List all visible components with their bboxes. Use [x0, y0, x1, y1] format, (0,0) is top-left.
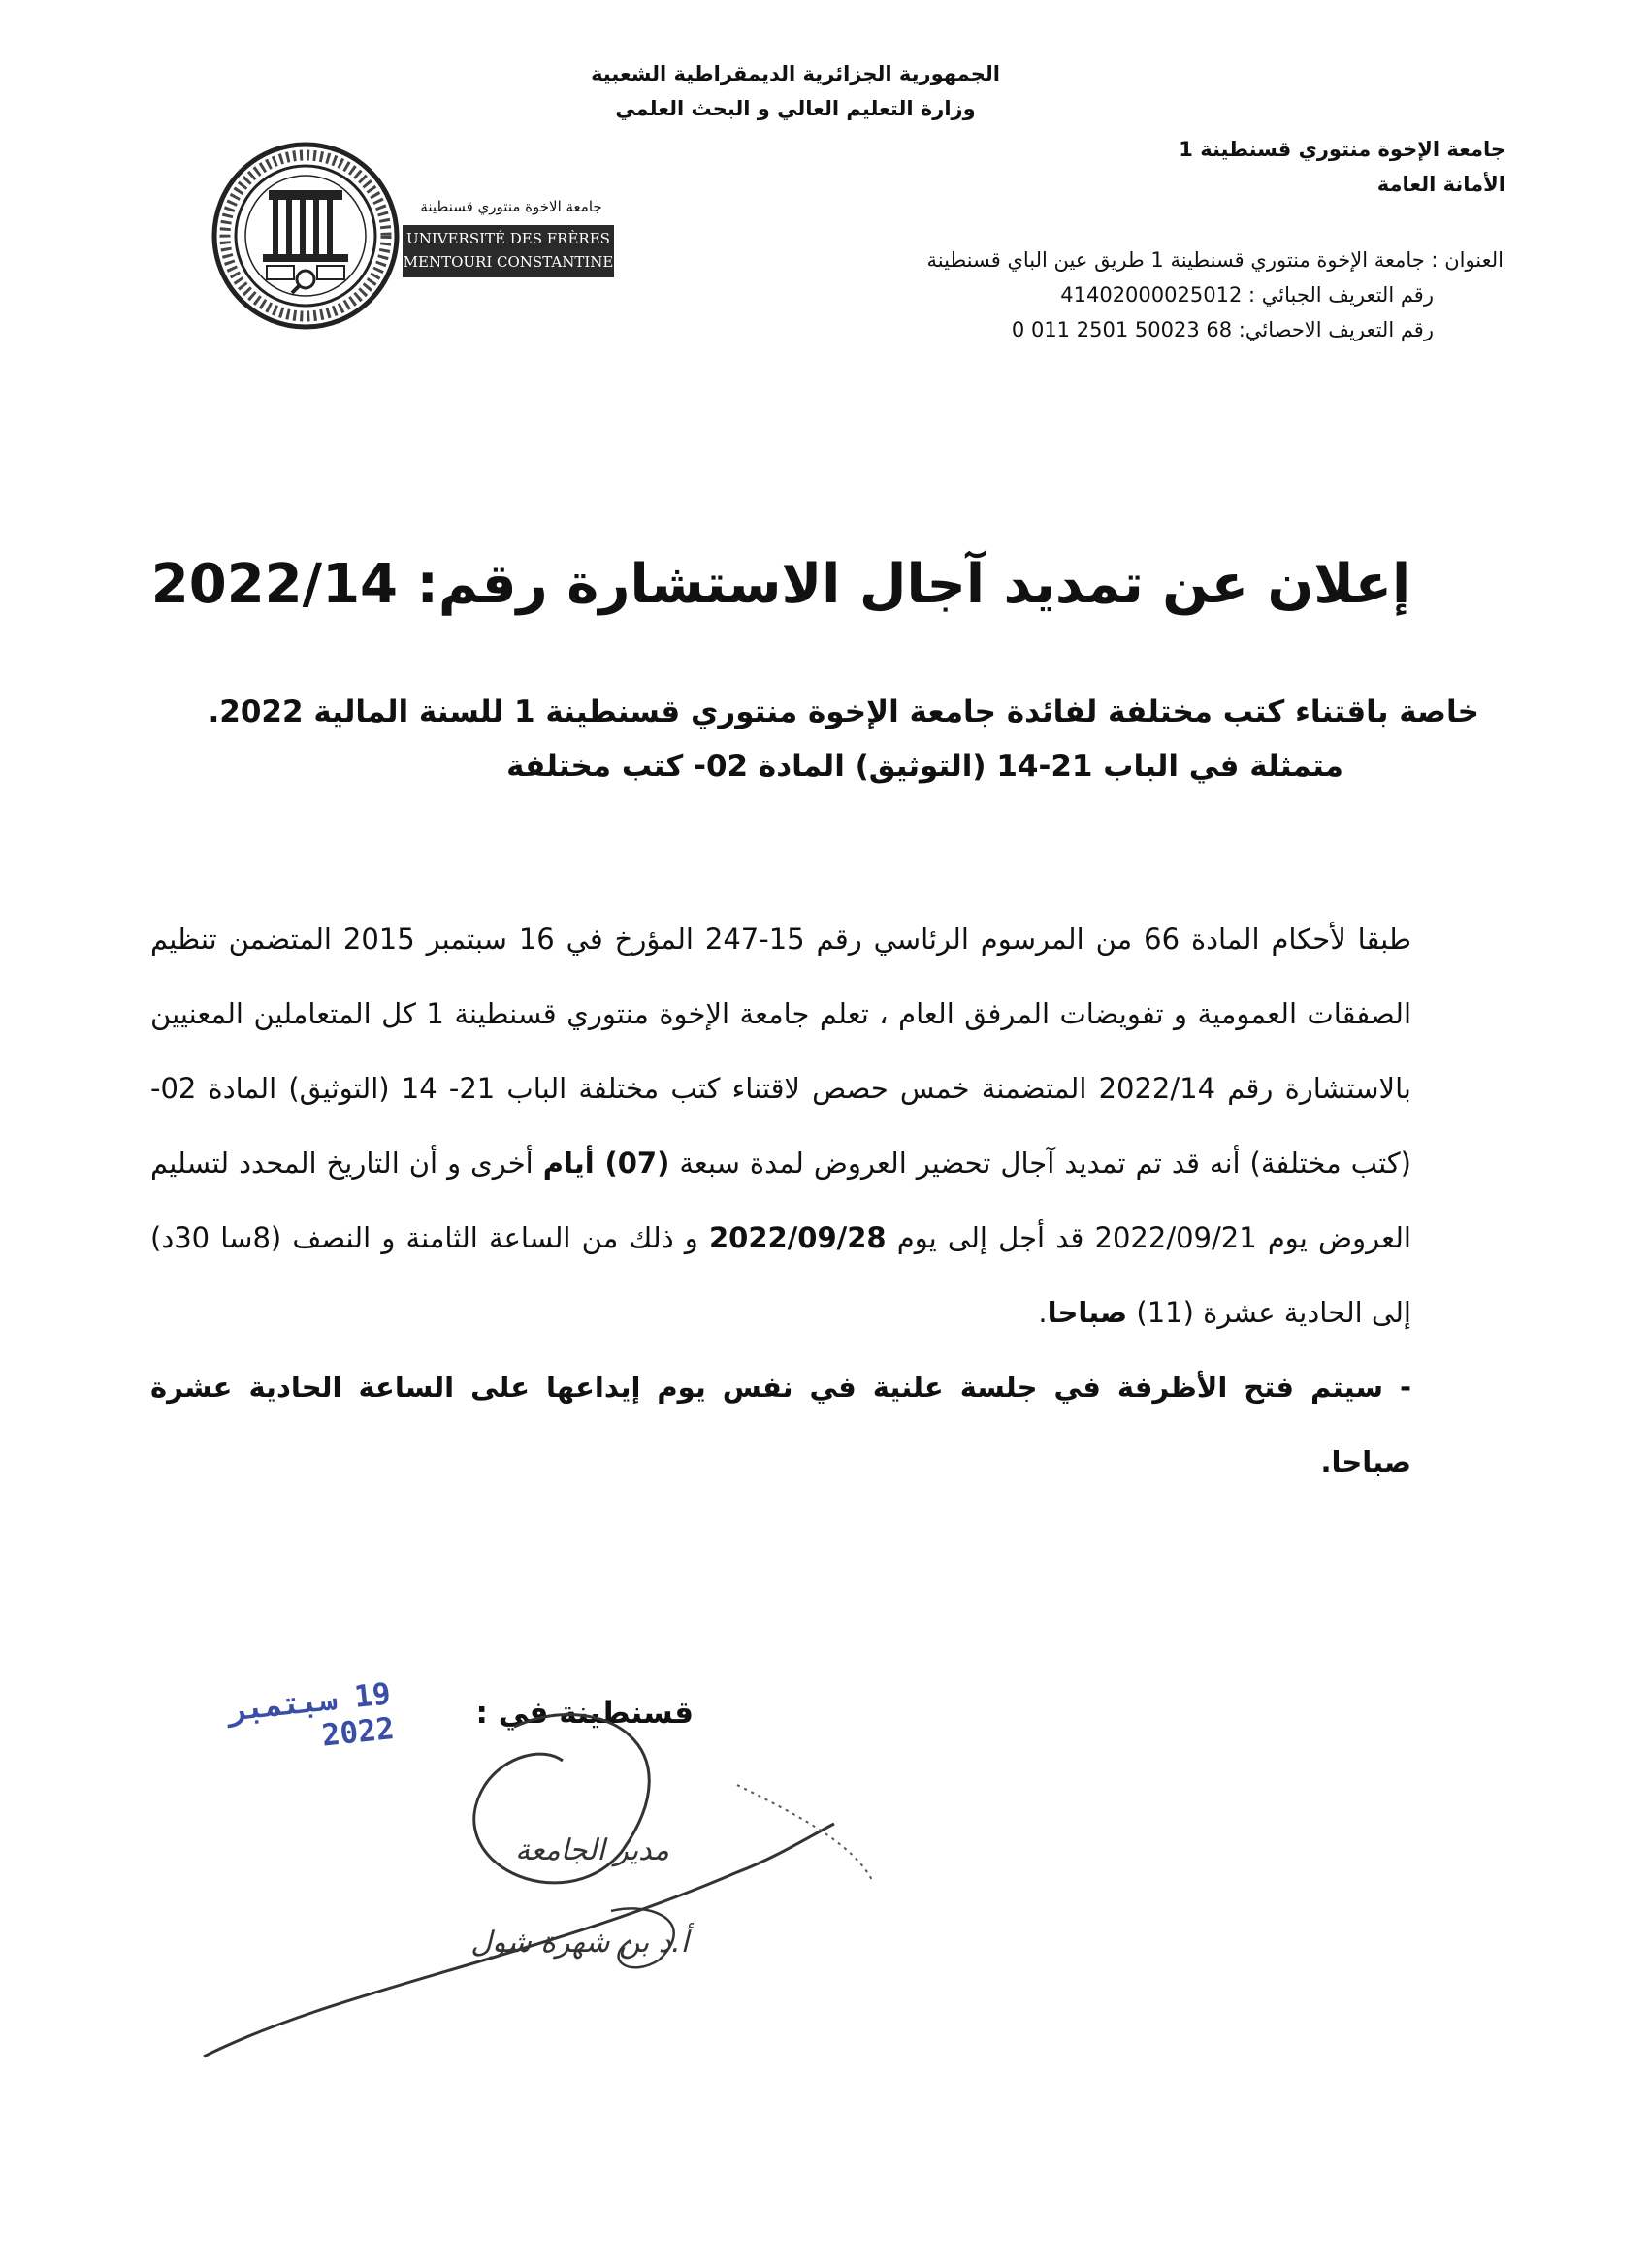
- logo-french-line2: MENTOURI CONSTANTINE: [403, 253, 614, 271]
- address-block: [728, 243, 1504, 347]
- stat-id: رقم التعريف الاحصائي: 68 50023 2501 011 0: [1011, 318, 1434, 341]
- seal-icon: [214, 145, 397, 327]
- issuer-block: [962, 132, 1505, 202]
- place-date-label: قسنطينة في :: [475, 1696, 694, 1731]
- announcement-body: [150, 902, 1411, 1500]
- signature-name: أ.د بن شهرة شول: [470, 1926, 689, 1960]
- body-paragraph-1: [150, 902, 1411, 1350]
- signature-scribble: [194, 1669, 892, 2086]
- secretariat-name: الأمانة العامة: [1376, 173, 1505, 196]
- logo-french-banner: [403, 225, 614, 277]
- logo-french-line1: UNIVERSITÉ DES FRÈRES: [406, 230, 610, 247]
- date-stamp: 19 سبتمبر 2022: [226, 1676, 397, 1754]
- ministry-name: وزارة التعليم العالي و البحث العلمي: [615, 97, 976, 120]
- signature-title: مدير الجامعة: [515, 1833, 669, 1867]
- university-logo: [209, 134, 616, 338]
- body-paragraph-2: - سيتم فتح الأظرفة في جلسة علنية في نفس يوم إيداعها على الساعة الحادية عشرة صباحا.: [150, 1371, 1411, 1478]
- body-text-1: طبقا لأحكام المادة 66 من المرسوم الرئاسي رقم 15-247 المؤرخ في 16 سبتمبر 2015 المتضمن تنظيم الصفقات العمومية و تفويضات المرفق العام ، تعلم جامعة الإخوة منتوري قسنطينة 1 كل المتعاملين المعنيين بالاستشارة رقم 2022/14 المتضمنة خمس حصص لاقتناء كتب مختلفة الباب 21- 14 (التوثيق) المادة 02- (كتب مختلفة) أنه قد تم تمديد آجال تحضير العروض لمدة سبعة: [150, 923, 1411, 1180]
- body-text-2: أخرى و أن التاريخ المحدد لتسليم العروض يوم 2022/09/21 قد أجل إلى يوم: [150, 1147, 1411, 1254]
- body-bold-morning: صباحا: [1047, 1296, 1128, 1329]
- body-text-3: و ذلك من الساعة الثامنة و النصف (8سا 30د) إلى الحادية عشرة (11): [150, 1221, 1411, 1329]
- subtitle-line2: متمثلة في الباب 21-14 (التوثيق) المادة 02- كتب مختلفة: [506, 749, 1343, 784]
- body-bold-days: (07) أيام: [542, 1147, 670, 1180]
- body-end: .: [1038, 1296, 1048, 1329]
- tax-id: رقم التعريف الجبائي : 41402000025012: [1060, 283, 1434, 307]
- republic-name: الجمهورية الجزائرية الديمقراطية الشعبية: [591, 62, 1000, 85]
- header-country: [543, 56, 1048, 126]
- university-name: جامعة الإخوة منتوري قسنطينة 1: [1179, 138, 1505, 161]
- body-bold-new-date: 2022/09/28: [708, 1221, 887, 1254]
- subtitle-block: [121, 685, 1479, 794]
- subtitle-line1: خاصة باقتناء كتب مختلفة لفائدة جامعة الإخوة منتوري قسنطينة 1 للسنة المالية 2022.: [208, 695, 1479, 729]
- logo-arabic: جامعة الاخوة منتوري قسنطينة: [420, 198, 602, 215]
- page-title: إعلان عن تمديد آجال الاستشارة رقم: 2022/14: [150, 553, 1411, 616]
- address-line: العنوان : جامعة الإخوة منتوري قسنطينة 1 طريق عين الباي قسنطينة: [926, 248, 1504, 272]
